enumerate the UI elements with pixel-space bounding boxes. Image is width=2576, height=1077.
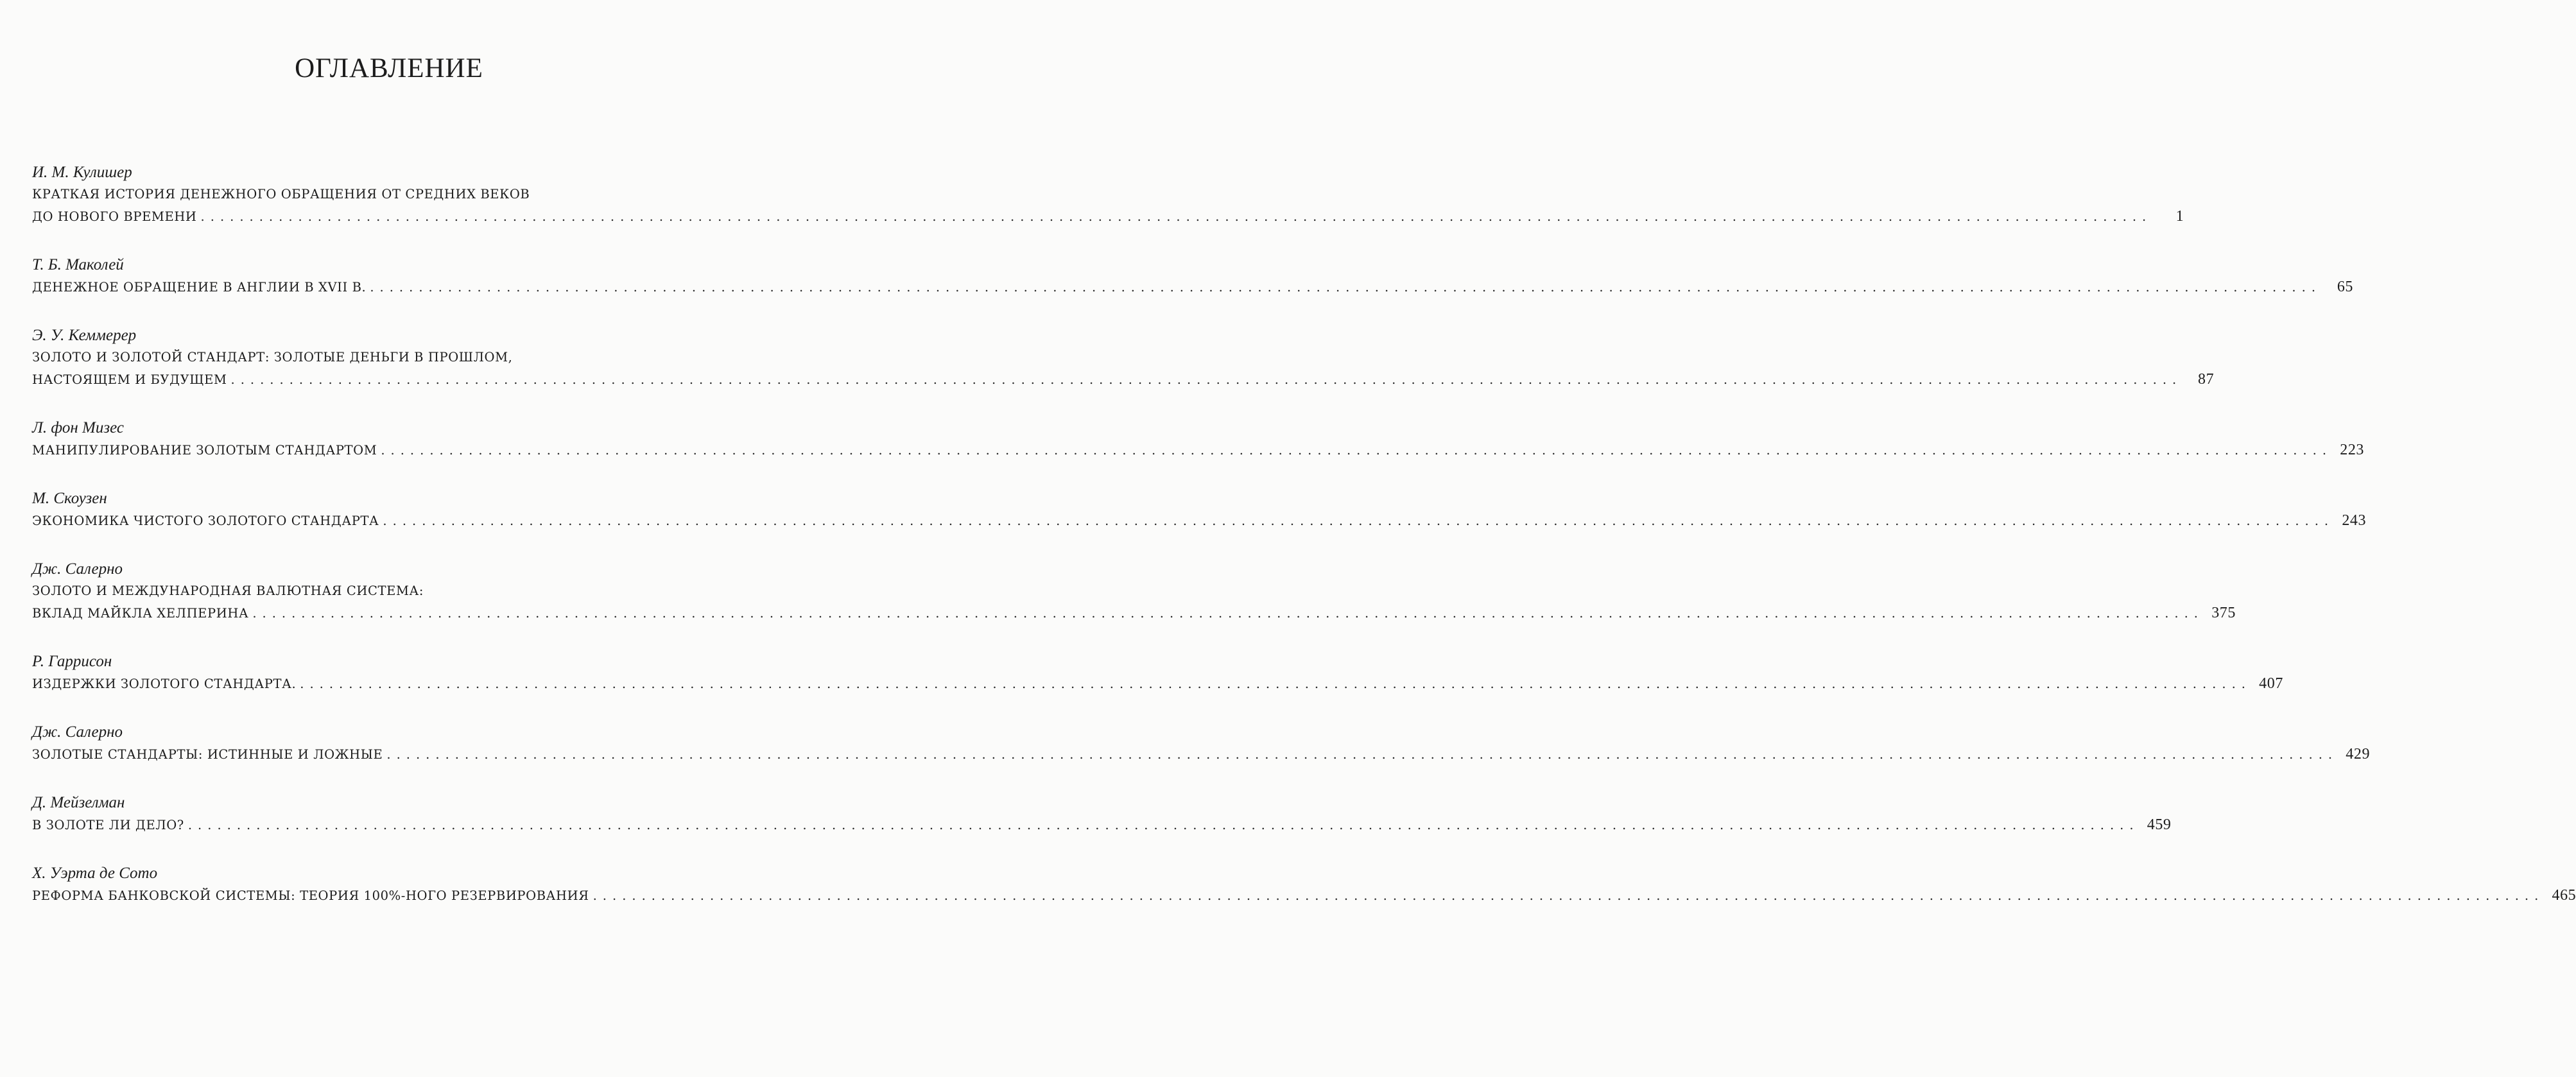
toc-author: Д. Мейзелман <box>32 794 125 811</box>
toc-title-line <box>32 205 2184 227</box>
toc-author: Л. фон Мизес <box>32 419 124 436</box>
toc-title-text: ВКЛАД МАЙКЛА ХЕЛПЕРИНА <box>32 606 249 621</box>
toc-entry <box>32 325 2215 390</box>
toc-title-line <box>32 439 2365 461</box>
toc-page-number: 459 <box>2147 816 2172 833</box>
toc-title-line <box>32 510 2367 531</box>
toc-title-line <box>32 602 2236 624</box>
toc-entry <box>32 721 2371 765</box>
toc-title-text: ДЕНЕЖНОЕ ОБРАЩЕНИЕ В АНГЛИИ В XVII В. <box>32 280 367 295</box>
toc-author: Э. У. Кеммерер <box>32 327 137 344</box>
toc-entry <box>32 863 2576 906</box>
dot-leader: ........................................................................................................................................................................................................ <box>381 443 2333 458</box>
toc-author: Х. Уэрта де Сото <box>32 865 158 882</box>
toc-title-line <box>32 673 2283 694</box>
toc-title-text: ЗОЛОТЫЕ СТАНДАРТЫ: ИСТИННЫЕ И ЛОЖНЫЕ <box>32 747 383 762</box>
toc-entry <box>32 488 2367 531</box>
dot-leader: ........................................................................................................................................................................................................ <box>383 513 2335 528</box>
toc-title-text: МАНИПУЛИРОВАНИЕ ЗОЛОТЫМ СТАНДАРТОМ <box>32 443 377 458</box>
toc-entry <box>32 792 2172 836</box>
toc-author: Дж. Салерно <box>32 723 123 741</box>
dot-leader: ........................................................................................................................................................................................................ <box>370 280 2322 295</box>
toc-entry <box>32 651 2283 694</box>
toc-page-number: 1 <box>2175 208 2184 225</box>
page-title: ОГЛАВЛЕНИЕ <box>295 53 483 83</box>
toc-title-text: КРАТКАЯ ИСТОРИЯ ДЕНЕЖНОГО ОБРАЩЕНИЯ ОТ СРЕДНИХ ВЕКОВ <box>32 187 530 202</box>
toc-title-text: ЗОЛОТО И ЗОЛОТОЙ СТАНДАРТ: ЗОЛОТЫЕ ДЕНЬГИ В ПРОШЛОМ, <box>32 350 513 365</box>
toc-title-line <box>32 884 2576 906</box>
toc-title-line <box>32 743 2371 765</box>
toc-author: М. Скоузен <box>32 490 107 507</box>
toc-title-line <box>32 347 737 368</box>
toc-title-line <box>32 276 2354 298</box>
toc-entry <box>32 254 2354 298</box>
toc-page-number: 87 <box>2198 371 2215 388</box>
toc-page-number: 407 <box>2259 675 2283 692</box>
toc-entry <box>32 417 2365 461</box>
dot-leader: ........................................................................................................................................................................................................ <box>187 818 2139 832</box>
toc-page-number: 65 <box>2337 279 2354 295</box>
toc-title-line <box>32 814 2172 836</box>
dot-leader: ........................................................................................................................................................................................................ <box>200 209 2152 224</box>
dot-leader: ........................................................................................................................................................................................................ <box>592 888 2545 903</box>
toc-author: И. М. Кулишер <box>32 164 132 181</box>
toc-list <box>32 162 2576 933</box>
toc-title-text: ДО НОВОГО ВРЕМЕНИ <box>32 209 197 224</box>
dot-leader: ........................................................................................................................................................................................................ <box>386 747 2338 762</box>
toc-title-text: ИЗДЕРЖКИ ЗОЛОТОГО СТАНДАРТА. <box>32 676 297 691</box>
toc-author: Дж. Салерно <box>32 560 123 578</box>
toc-title-text: В ЗОЛОТЕ ЛИ ДЕЛО? <box>32 818 184 832</box>
toc-title-text: НАСТОЯЩЕМ И БУДУЩЕМ <box>32 372 227 387</box>
toc-title-text: ЭКОНОМИКА ЧИСТОГО ЗОЛОТОГО СТАНДАРТА <box>32 513 379 528</box>
dot-leader: ........................................................................................................................................................................................................ <box>230 372 2183 387</box>
toc-page-number: 465 <box>2552 887 2576 904</box>
toc-entry <box>32 558 2236 624</box>
toc-author: Р. Гаррисон <box>32 653 112 670</box>
dot-leader: ........................................................................................................................................................................................................ <box>300 676 2251 691</box>
toc-author: Т. Б. Маколей <box>32 256 124 273</box>
toc-page-number: 375 <box>2211 605 2236 621</box>
toc-page-number: 243 <box>2342 512 2367 529</box>
toc-title-line <box>32 184 737 205</box>
toc-title-text: РЕФОРМА БАНКОВСКОЙ СИСТЕМЫ: ТЕОРИЯ 100%-НОГО РЕЗЕРВИРОВАНИЯ <box>32 888 589 903</box>
dot-leader: ........................................................................................................................................................................................................ <box>252 606 2204 621</box>
toc-title-line <box>32 580 737 602</box>
toc-title-line <box>32 368 2215 390</box>
toc-page-number: 429 <box>2346 746 2371 763</box>
toc-page-number: 223 <box>2340 442 2365 458</box>
toc-title-text: ЗОЛОТО И МЕЖДУНАРОДНАЯ ВАЛЮТНАЯ СИСТЕМА: <box>32 583 424 598</box>
toc-entry <box>32 162 2184 227</box>
